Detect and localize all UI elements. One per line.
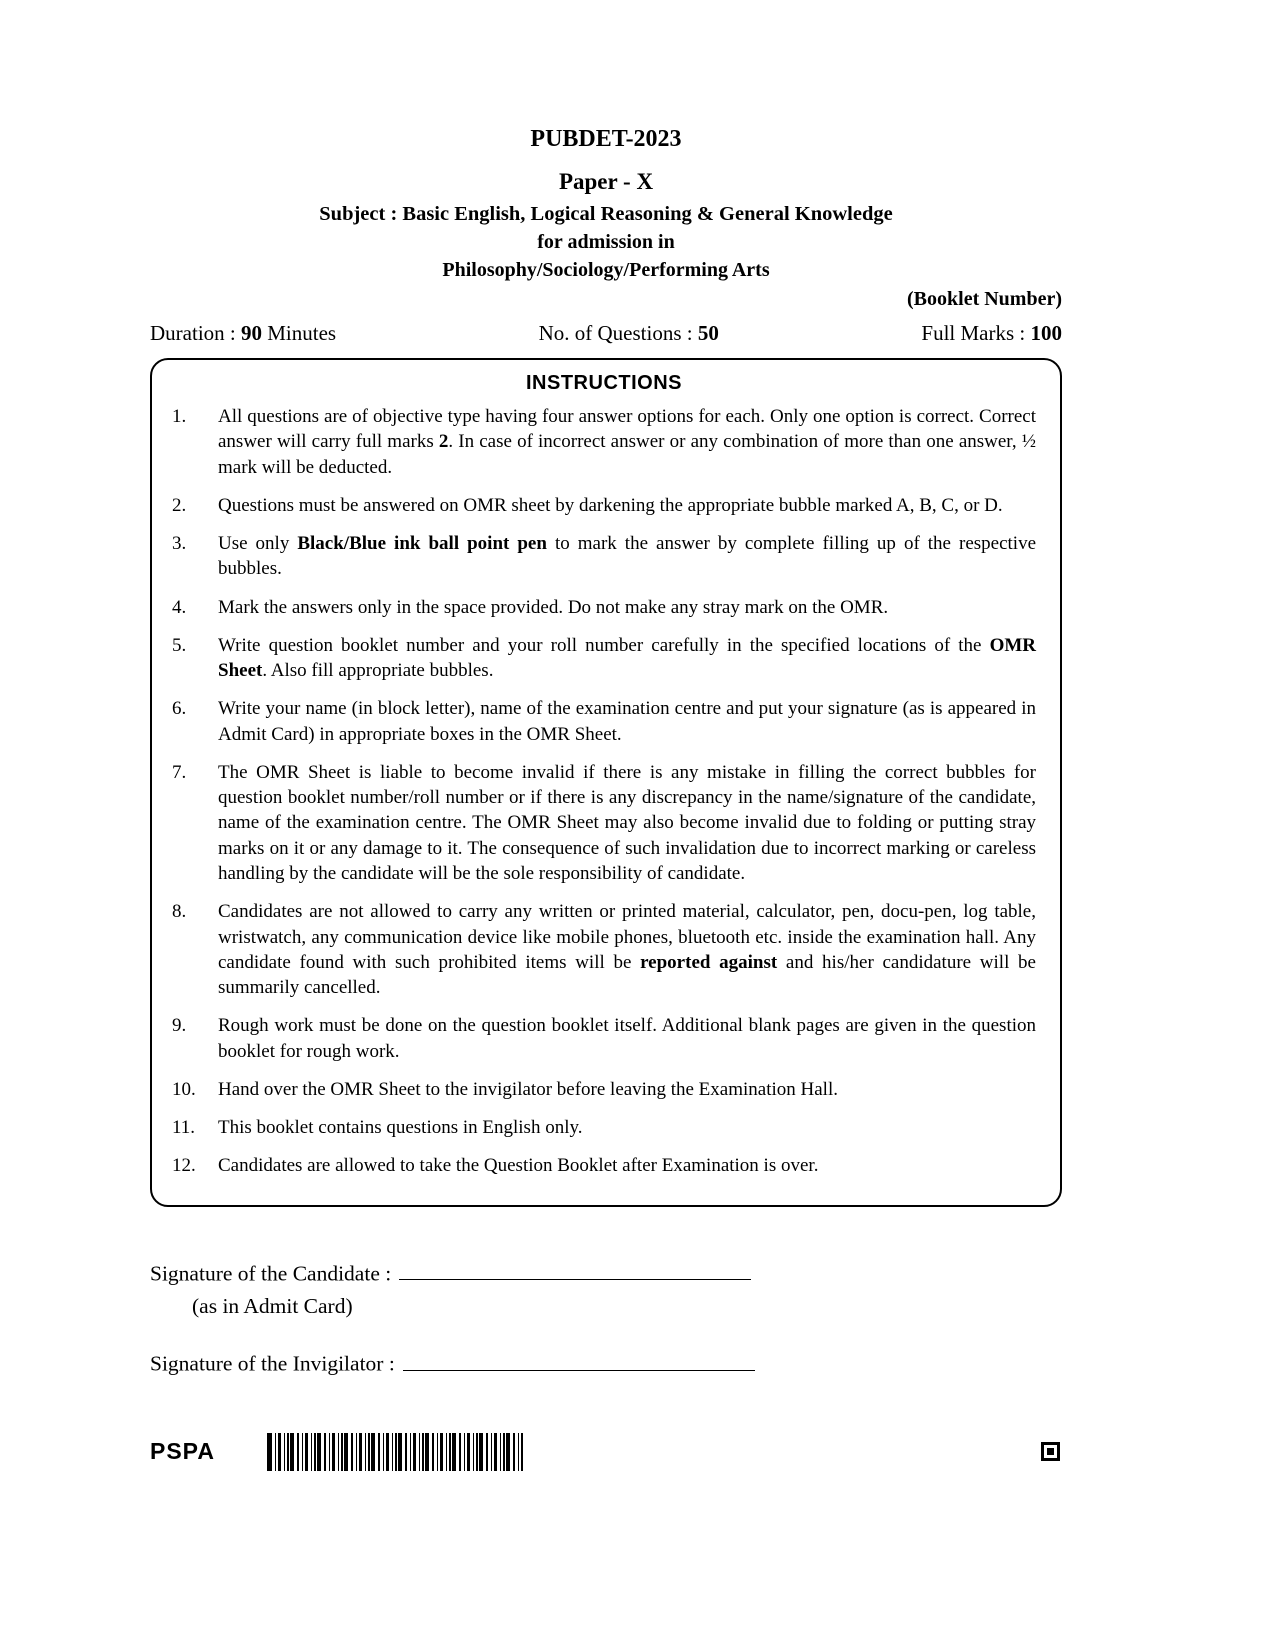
instructions-box xyxy=(150,358,1062,1207)
subject-line: Subject : Basic English, Logical Reasoning & General Knowledge xyxy=(319,203,893,225)
instruction-item xyxy=(172,493,1036,518)
instruction-number: 9. xyxy=(172,1015,187,1037)
footer-row xyxy=(150,1433,1062,1471)
instruction-item xyxy=(172,760,1036,886)
questions-count-label: No. of Questions : 50 xyxy=(538,321,719,345)
admission-line: for admission in xyxy=(537,231,675,253)
instruction-number: 3. xyxy=(172,533,187,555)
instruction-text: All questions are of objective type having four answer options for each. Only one option is correct. Correct answer will carry full marks 2. In case of incorrect answer or any combination of more than one answer, ½ mark will be deducted. xyxy=(218,406,1036,478)
instruction-number: 4. xyxy=(172,596,187,618)
candidate-signature-row xyxy=(150,1259,1062,1287)
instruction-text: Questions must be answered on OMR sheet by darkening the appropriate bubble marked A, B, C, or D. xyxy=(218,494,1003,516)
instruction-item xyxy=(172,633,1036,684)
signature-block xyxy=(150,1259,1062,1377)
instruction-number: 10. xyxy=(172,1078,196,1100)
barcode-icon xyxy=(267,1433,523,1471)
instruction-item xyxy=(172,696,1036,747)
document-header xyxy=(150,126,1062,282)
booklet-number-label: (Booklet Number) xyxy=(907,288,1062,310)
instruction-number: 1. xyxy=(172,406,187,427)
instruction-item xyxy=(172,1013,1036,1064)
duration-label: Duration : 90 Minutes xyxy=(150,321,337,345)
instruction-text: Use only Black/Blue ink ball point pen to mark the answer by complete filling up of the respective bubbles. xyxy=(218,533,1037,580)
instruction-text: Candidates are allowed to take the Question Booklet after Examination is over. xyxy=(218,1155,819,1177)
instructions-heading: INSTRUCTIONS xyxy=(526,372,682,394)
instruction-item xyxy=(172,899,1036,1000)
invigilator-signature-label: Signature of the Invigilator : xyxy=(150,1351,395,1376)
instruction-text: Write your name (in block letter), name of the examination centre and put your signature (as is appeared in Admit Card) in appropriate boxes in the OMR Sheet. xyxy=(218,698,1036,745)
instruction-item xyxy=(172,404,1036,480)
full-marks-label: Full Marks : 100 xyxy=(921,321,1062,345)
instruction-item xyxy=(172,1115,1036,1140)
instruction-text: This booklet contains questions in English only. xyxy=(218,1117,583,1139)
instruction-item xyxy=(172,531,1036,582)
instruction-text: Write question booklet number and your roll number carefully in the specified locations of the OMR Sheet. Also fill appropriate bubbles. xyxy=(218,634,1036,682)
instruction-number: 5. xyxy=(172,634,187,656)
instruction-number: 12. xyxy=(172,1155,196,1177)
instruction-number: 8. xyxy=(172,901,187,923)
instruction-item xyxy=(172,595,1036,620)
page-title: PUBDET-2023 xyxy=(530,126,682,152)
paper-code: PSPA xyxy=(150,1438,215,1465)
invigilator-signature-line xyxy=(403,1349,755,1371)
invigilator-signature-row xyxy=(150,1349,1062,1377)
instructions-list xyxy=(172,404,1036,1179)
instruction-text: Hand over the OMR Sheet to the invigilator before leaving the Examination Hall. xyxy=(218,1078,838,1100)
corner-registration-mark-inner xyxy=(1047,1448,1054,1455)
exam-meta-row xyxy=(150,321,1062,346)
instruction-text: The OMR Sheet is liable to become invalid if there is any mistake in filling the correct bubbles for question booklet number/roll number or if there is any discrepancy in the name/signature of the candidate, name of the examination centre. The OMR Sheet may also become invalid due to folding or putting stray marks on it or any damage to it. The consequence of such invalidation due to incorrect marking or careless handling by the candidate will be the sole responsibility of candidate. xyxy=(218,761,1036,884)
paper-number: Paper - X xyxy=(558,169,654,194)
instruction-item xyxy=(172,1077,1036,1102)
instruction-text: Rough work must be done on the question booklet itself. Additional blank pages are given in the question booklet for rough work. xyxy=(218,1015,1036,1062)
instruction-number: 11. xyxy=(172,1117,196,1139)
instruction-text: Candidates are not allowed to carry any written or printed material, calculator, pen, docu-pen, log table, wristwatch, any communication device like mobile phones, bluetooth etc. inside the examination hall. Any candidate found with such prohibited items will be reported against and his/her candidature will be summarily cancelled. xyxy=(218,901,1036,999)
candidate-signature-label: Signature of the Candidate : xyxy=(150,1261,392,1286)
instruction-number: 6. xyxy=(172,698,187,720)
instruction-number: 7. xyxy=(172,761,187,783)
instruction-item xyxy=(172,1153,1036,1178)
departments-line: Philosophy/Sociology/Performing Arts xyxy=(442,259,770,281)
corner-registration-mark-icon xyxy=(1041,1442,1060,1461)
candidate-signature-note: (as in Admit Card) xyxy=(192,1294,353,1319)
instruction-number: 2. xyxy=(172,494,187,516)
instruction-text: Mark the answers only in the space provided. Do not make any stray mark on the OMR. xyxy=(218,596,889,618)
candidate-signature-line xyxy=(399,1259,751,1281)
